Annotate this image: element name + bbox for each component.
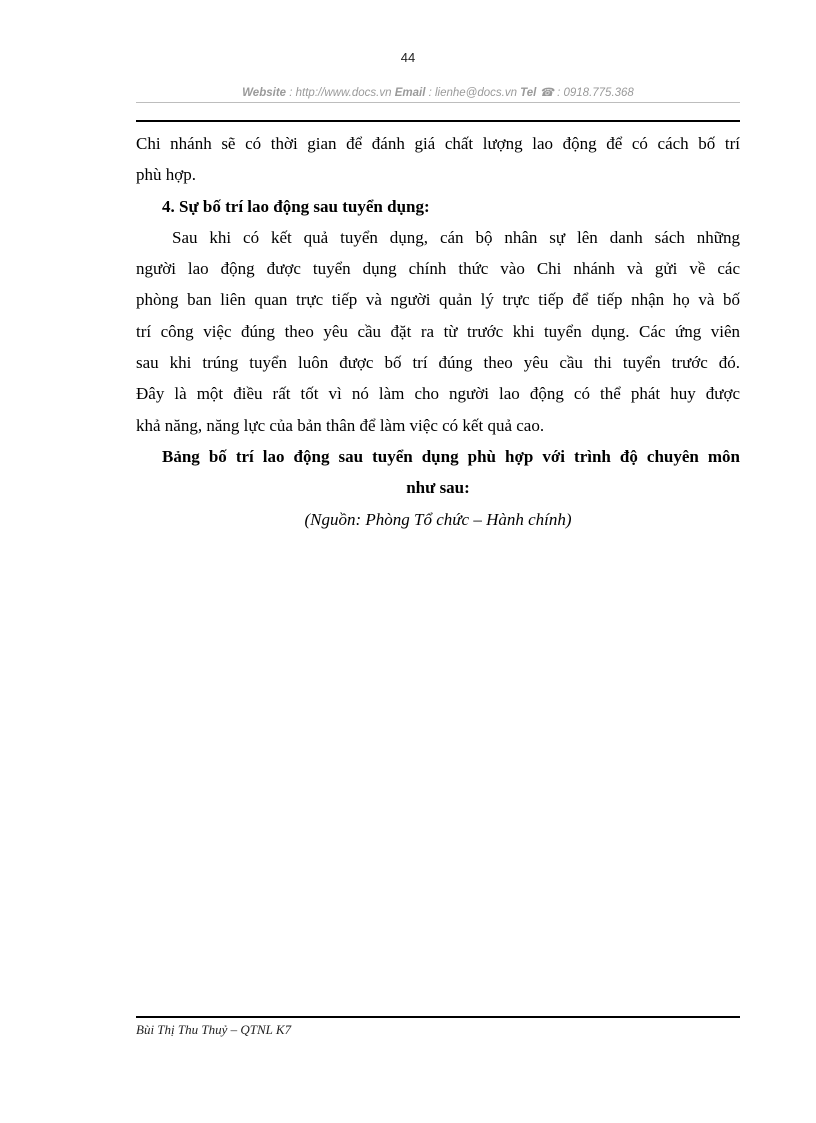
paragraph-line: người lao động được tuyển dụng chính thức vào Chi nhánh và gửi về các [136, 259, 740, 279]
paragraph-line: khả năng, năng lực của bản thân để làm việc có kết quả cao. [136, 415, 545, 435]
page-number: 44 [400, 50, 416, 65]
table-caption: Bảng bố trí lao động sau tuyển dụng phù hợp với trình độ chuyên môn [162, 446, 740, 466]
header-rule-thin [136, 102, 740, 103]
table-caption-cont: như sau: [406, 478, 470, 498]
header-rule-thick [136, 120, 740, 122]
email-label: Email [394, 87, 426, 99]
source-note: (Nguồn: Phòng Tổ chức – Hành chính) [304, 509, 572, 529]
paragraph-line: Đây là một điều rất tốt vì nó làm cho người lao động có thể phát huy được [136, 384, 740, 404]
body-content [136, 128, 740, 535]
text-line: Chi nhánh sẽ có thời gian để đánh giá chất lượng lao động để có cách bố trí [136, 134, 740, 153]
footer-rule [136, 1016, 740, 1018]
paragraph-line: Sau khi có kết quả tuyển dụng, cán bộ nhân sự lên danh sách những [172, 227, 740, 247]
footer-author: Bùi Thị Thu Thuỷ – QTNL K7 [136, 1022, 292, 1037]
tel-label: Tel [520, 87, 537, 99]
website-label: Website [242, 87, 287, 99]
paragraph-line: sau khi trúng tuyển luôn được bố trí đúng theo yêu cầu thi tuyển trước đó. [136, 353, 740, 373]
website-value: : http://www.docs.vn [286, 87, 395, 99]
email-value: : lienhe@docs.vn [425, 87, 521, 99]
section-heading: 4. Sự bố trí lao động sau tuyển dụng: [162, 196, 430, 216]
paragraph-line: phòng ban liên quan trực tiếp và người quản lý trực tiếp để tiếp nhận họ và bố [136, 290, 740, 310]
tel-value: ☎ : 0918.775.368 [536, 87, 634, 99]
contact-header [136, 85, 740, 99]
paragraph-line: trí công việc đúng theo yêu cầu đặt ra từ trước khi tuyển dụng. Các ứng viên [136, 321, 740, 341]
text-line: phù hợp. [136, 165, 196, 185]
